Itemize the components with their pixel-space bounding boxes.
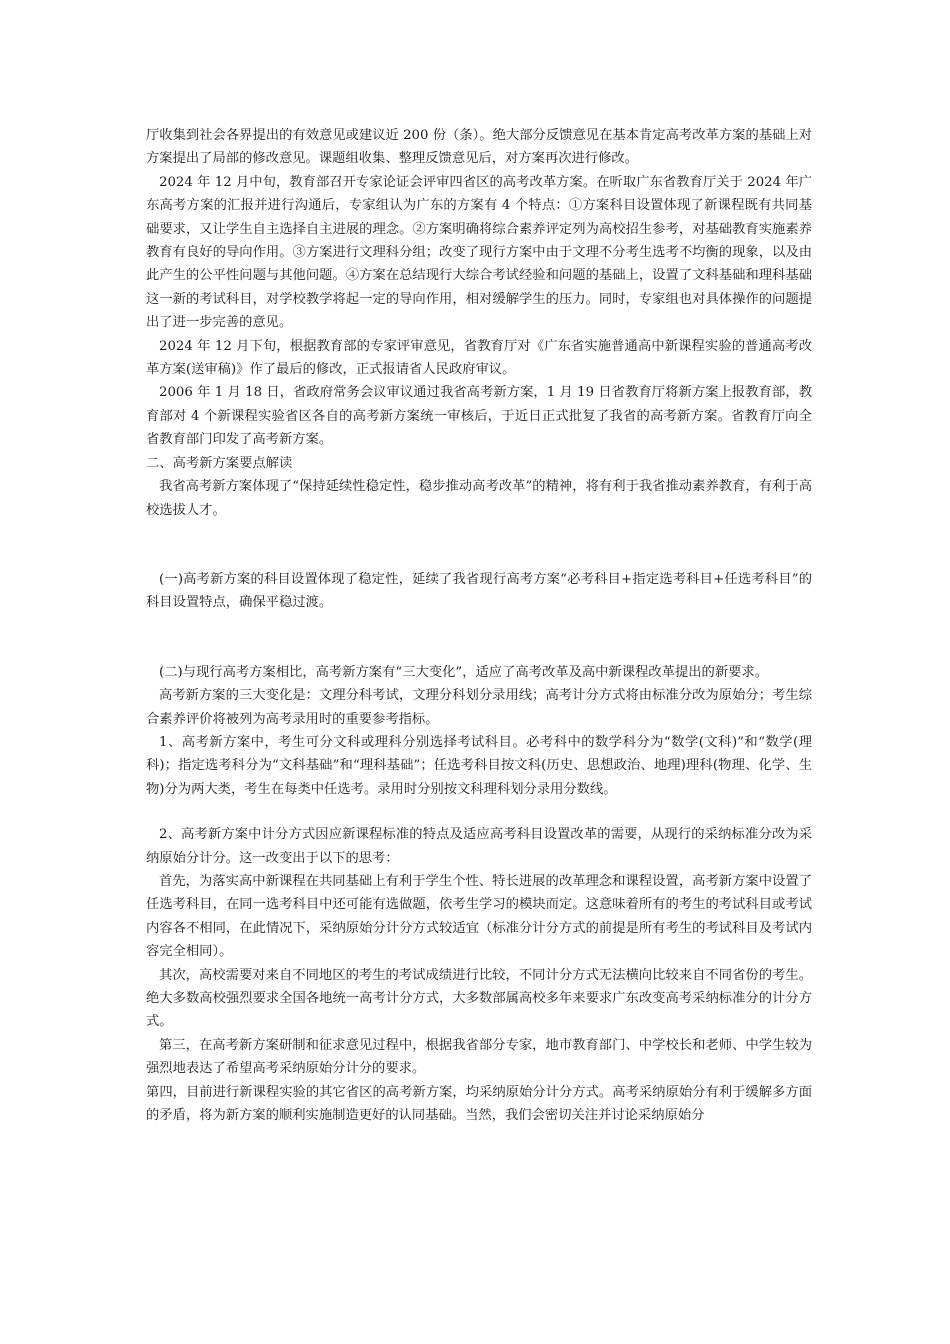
section-heading-key-points: 二、高考新方案要点解读 (146, 455, 293, 471)
paragraph-item-2-scoring: 2、高考新方案中计分方式因应新课程标准的特点及适应高考科目设置改革的需要，从现行的采纳标准分改为采纳原始分计分。这一改变出于以下的思考： (146, 827, 812, 866)
blank-spacer (146, 615, 812, 661)
paragraph-reason-third: 第三，在高考新方案研制和征求意见过程中，根据我省部分专家，地市教育部门、中学校长和老师、中学生较为强烈地表达了希望高考采纳原始分计分的要求。 (146, 1037, 812, 1077)
blank-spacer (146, 801, 812, 823)
blank-spacer (146, 522, 812, 568)
paragraph-spirit: 我省高考新方案体现了“保持延续性稳定性，稳步推动高考改革”的精神，将有利于我省推动素养教育，有利于高校选拔人才。 (146, 479, 812, 518)
paragraph-final-revision: 2024 年 12 月下旬，根据教育部的专家评审意见，省教育厅对《广东省实施普通高中新课程实验的普通高考改革方案(送审稿)》作了最后的修改，正式报请省人民政府审议。 (146, 338, 812, 378)
document-body (146, 124, 812, 1127)
paragraph-approval: 2006 年 1 月 18 日，省政府常务会议审议通过我省高考新方案，1 月 19 日省教育厅将新方案上报教育部，教育部对 4 个新课程实验省区各自的高考新方案统一审核后，于近日正式批复了我省的高考新方案。省教育厅向全省教育部门印发了高考新方案。 (146, 385, 812, 448)
paragraph-three-changes-intro: (二)与现行高考方案相比，高考新方案有“三大变化”，适应了高考改革及高中新课程改革提出的新要求。 (159, 664, 769, 680)
paragraph-subject-stability: (一)高考新方案的科目设置体现了稳定性，延续了我省现行高考方案“必考科目+指定选考科目+任选考科目”的科目设置特点，确保平稳过渡。 (146, 571, 812, 611)
paragraph-reason-first: 首先，为落实高中新课程在共同基础上有利于学生个性、特长进展的改革理念和课程设置，高考新方案中设置了任选考科目，在同一选考科目中还可能有选做题，依考生学习的模块而定。这意味着所有的考生的考试科目或考试内容各不相同，在此情况下，采纳原始分计分方式较适宜（标准分计分方式的前提是所有考生的考试科目及考试内容完全相同）。 (146, 873, 812, 960)
paragraph-reason-second: 其次，高校需要对来自不同地区的考生的考试成绩进行比较，不同计分方式无法横向比较来自不同省份的考生。绝大多数高校强烈要求全国各地统一高考计分方式，大多数部属高校多年来要求广东改变高考采纳标准分的计分方式。 (146, 967, 812, 1030)
paragraph-feedback-summary: 厅收集到社会各界提出的有效意见或建议近 200 份（条）。绝大部分反馈意见在基本肯定高考改革方案的基础上对方案提出了局部的修改意见。课题组收集、整理反馈意见后，对方案再次进行修改。 (146, 128, 812, 167)
paragraph-item-1-subjects: 1、高考新方案中，考生可分文科或理科分别选择考试科目。必考科中的数学科分为“数学(文科)”和“数学(理科)；指定选考科分为“文科基础”和“理科基础”；任选考科目按文科(历史、思想政治、地理)理科(物理、化学、生物)分为两大类，考生在每类中任选考。录用时分别按文科理科划分录用分数线。 (146, 734, 812, 797)
paragraph-three-changes: 高考新方案的三大变化是：文理分科考试，文理分科划分录用线；高考计分方式将由标准分改为原始分；考生综合素养评价将被列为高考录用时的重要参考指标。 (146, 688, 812, 727)
paragraph-expert-review: 2024 年 12 月中旬，教育部召开专家论证会评审四省区的高考改革方案。在听取广东省教育厅关于 2024 年广东高考方案的汇报并进行沟通后，专家组认为广东的方案有 4 个特点：①方案科目设置体现了新课程既有共同基础要求，又让学生自主选择自主进展的理念。②方案明确将综合素养评定列为高校招生参考，对基础教育实施素养教育有良好的导向作用。③方案进行文理科分组；改变了现行方案中由于文理不分考生选考不均衡的现象，以及由此产生的公平性问题与其他问题。④方案在总结现行大综合考试经验和问题的基础上，设置了文科基础和理科基础这一新的考试科目，对学校教学将起一定的导向作用，相对缓解学生的压力。同时，专家组也对具体操作的问题提出了进一步完善的意见。 (146, 174, 812, 331)
paragraph-reason-fourth: 第四，目前进行新课程实验的其它省区的高考新方案，均采纳原始分计分方式。高考采纳原始分有利于缓解多方面的矛盾，将为新方案的顺利实施制造更好的认同基础。当然，我们会密切关注并讨论采纳原始分 (146, 1084, 812, 1124)
